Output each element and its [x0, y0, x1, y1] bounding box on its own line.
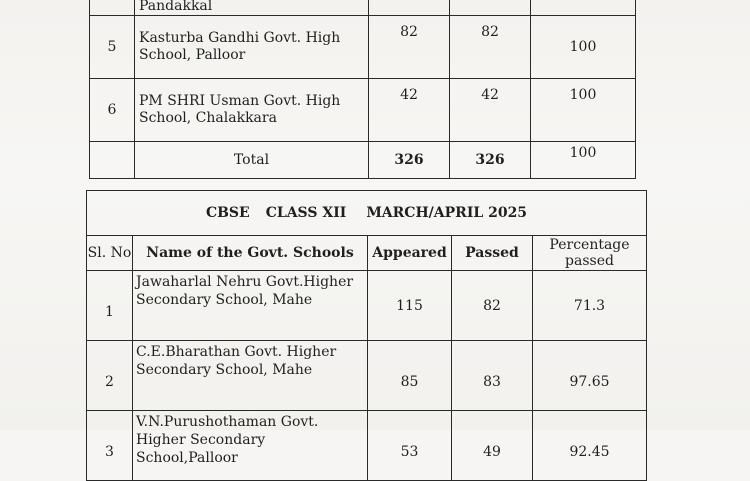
- cell-school-name: C.E.Bharathan Govt. Higher Secondary School, Mahe: [133, 341, 368, 411]
- table-row: [90, 0, 636, 16]
- cell-appeared: [369, 0, 450, 16]
- table-title-row: [87, 191, 647, 236]
- cell-appeared: 115: [368, 271, 452, 341]
- table-row: [87, 271, 647, 341]
- cell-school-name: Pandakkal: [135, 0, 369, 16]
- cell-percentage: 97.65: [533, 341, 647, 411]
- cell-school-name: Jawaharlal Nehru Govt.Higher Secondary School, Mahe: [133, 271, 368, 341]
- cell-passed: 49: [452, 411, 533, 481]
- cell-sl-no: 6: [90, 79, 135, 142]
- cell-percentage: [531, 0, 636, 16]
- cell-sl-no: 5: [90, 16, 135, 79]
- table-row: [87, 411, 647, 481]
- header-appeared: Appeared: [368, 236, 452, 271]
- cell-appeared: 82: [369, 16, 450, 79]
- title-board: CBSE: [205, 205, 250, 221]
- cell-appeared: 85: [368, 341, 452, 411]
- title-session: MARCH/APRIL 2025: [366, 205, 528, 221]
- total-row: [90, 142, 636, 179]
- cell-passed: 42: [450, 79, 531, 142]
- cell-passed: [450, 0, 531, 16]
- cell-appeared: 53: [368, 411, 452, 481]
- total-passed: 326: [450, 142, 531, 179]
- title-class: CLASS XII: [265, 205, 347, 221]
- table-title: [87, 191, 647, 236]
- cell-passed: 83: [452, 341, 533, 411]
- cell-sl-no: [90, 0, 135, 16]
- results-table-previous: [89, 0, 636, 179]
- cell-sl-no: 3: [87, 411, 133, 481]
- cell-percentage: 92.45: [533, 411, 647, 481]
- cell-passed: 82: [452, 271, 533, 341]
- header-school-name: Name of the Govt. Schools: [133, 236, 368, 271]
- cell-school-name: PM SHRI Usman Govt. High School, Chalakkara: [135, 79, 369, 142]
- cell-appeared: 42: [369, 79, 450, 142]
- cell-percentage: 71.3: [533, 271, 647, 341]
- cell-school-name: Kasturba Gandhi Govt. High School, Palloor: [135, 16, 369, 79]
- header-sl-no: Sl. No: [87, 236, 133, 271]
- table-row: [90, 79, 636, 142]
- cell-passed: 82: [450, 16, 531, 79]
- table-row: [87, 341, 647, 411]
- cell-percentage: 100: [531, 16, 636, 79]
- cell-sl-no: [90, 142, 135, 179]
- total-appeared: 326: [369, 142, 450, 179]
- results-table-cbse-class-xii: [86, 190, 647, 481]
- table-row: [90, 16, 636, 79]
- total-percentage: 100: [531, 142, 636, 179]
- table-header-row: [87, 236, 647, 271]
- cell-sl-no: 1: [87, 271, 133, 341]
- header-passed: Passed: [452, 236, 533, 271]
- cell-sl-no: 2: [87, 341, 133, 411]
- cell-school-name: V.N.Purushothaman Govt. Higher Secondary School,Palloor: [133, 411, 368, 481]
- total-label: Total: [135, 142, 369, 179]
- cell-percentage: 100: [531, 79, 636, 142]
- header-percentage: Percentage passed: [533, 236, 647, 271]
